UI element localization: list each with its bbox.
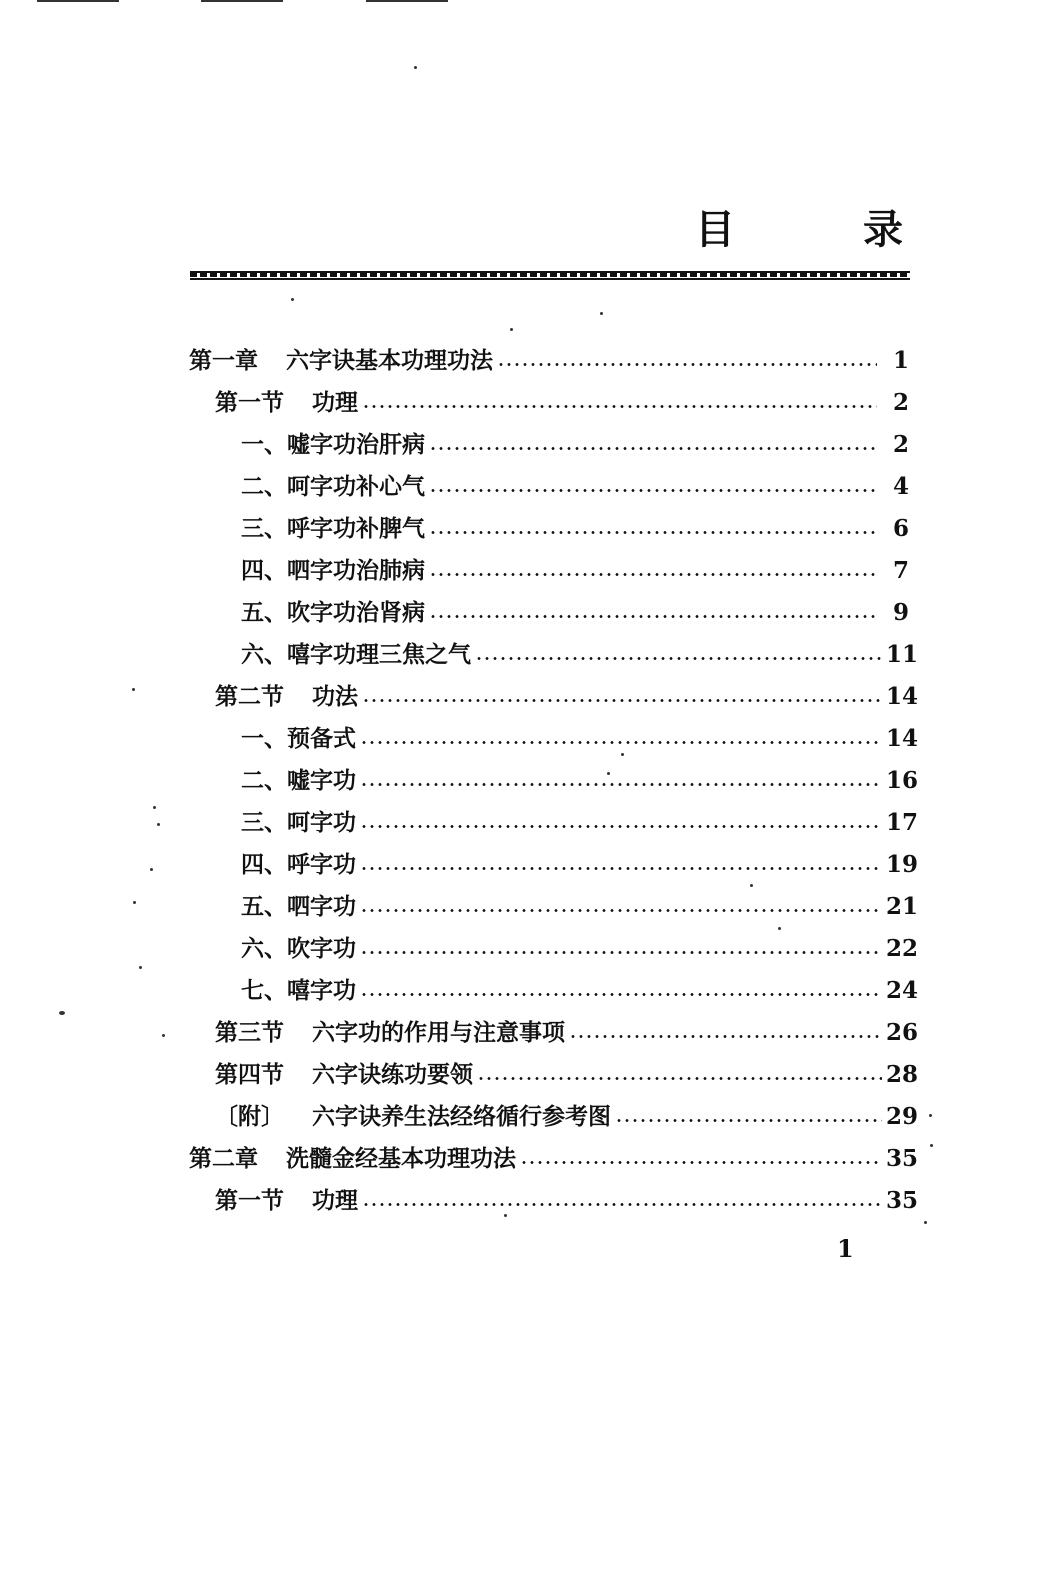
scan-speck — [750, 884, 753, 887]
scan-speck — [600, 312, 603, 315]
entry-label — [241, 853, 356, 876]
scan-speck — [291, 298, 294, 301]
toc-entry — [189, 338, 909, 372]
entry-label — [241, 475, 425, 498]
scan-speck — [150, 868, 153, 871]
toc-entry — [241, 716, 918, 750]
dot-leader — [475, 657, 882, 660]
scan-speck — [132, 688, 135, 691]
scan-speck — [930, 1144, 933, 1147]
page-number: 35 — [885, 1145, 918, 1172]
entry-prefix: 第一章 — [189, 347, 258, 374]
entry-label — [215, 391, 358, 414]
toc-entry — [215, 1178, 918, 1212]
page-number: 6 — [892, 515, 909, 542]
entry-label — [241, 979, 356, 1002]
dot-leader — [360, 867, 882, 870]
scan-speck — [133, 901, 136, 904]
scan-speck — [139, 966, 142, 969]
page-number: 9 — [892, 599, 909, 626]
page-number: 19 — [885, 851, 918, 878]
toc-entry — [241, 800, 918, 834]
dot-leader — [360, 825, 882, 828]
dot-leader — [362, 699, 882, 702]
toc-entry — [241, 464, 909, 498]
scan-speck — [157, 823, 160, 826]
page-number: 4 — [892, 473, 909, 500]
dot-leader — [360, 783, 882, 786]
dot-leader — [497, 363, 877, 366]
page-number: 14 — [885, 683, 918, 710]
scan-speck — [621, 753, 624, 756]
toc-entry — [215, 380, 909, 414]
entry-label — [241, 769, 356, 792]
toc-entry — [215, 1094, 918, 1128]
entry-title: 二、嘘字功 — [241, 767, 356, 794]
toc-entry — [241, 590, 909, 624]
entry-label — [241, 643, 471, 666]
entry-title: 五、呬字功 — [241, 893, 356, 920]
dot-leader — [360, 993, 882, 996]
page-number: 7 — [892, 557, 909, 584]
dot-leader — [360, 909, 882, 912]
entry-title: 二、呵字功补心气 — [241, 473, 425, 500]
entry-title: 功理 — [312, 389, 358, 416]
dot-leader — [362, 1203, 882, 1206]
toc-entry — [241, 758, 918, 792]
entry-prefix: 第二章 — [189, 1145, 258, 1172]
entry-label — [215, 1105, 611, 1128]
dot-leader — [429, 447, 877, 450]
page-title: 目 录 — [695, 206, 947, 253]
scan-speck — [414, 66, 417, 69]
toc-entry — [215, 674, 918, 708]
entry-title: 功法 — [312, 683, 358, 710]
entry-title: 四、呼字功 — [241, 851, 356, 878]
entry-prefix: 第一节 — [215, 389, 284, 416]
toc-entry — [241, 506, 909, 540]
page-number: 17 — [885, 809, 918, 836]
page-number: 24 — [885, 977, 918, 1004]
dot-leader — [362, 405, 877, 408]
toc-entry — [241, 842, 918, 876]
entry-title: 四、呬字功治肺病 — [241, 557, 425, 584]
dot-leader — [477, 1077, 882, 1080]
entry-title: 六字诀练功要领 — [312, 1061, 473, 1088]
entry-title: 七、嘻字功 — [241, 977, 356, 1004]
entry-label — [215, 1189, 358, 1212]
scan-speck — [607, 772, 610, 775]
page-number: 35 — [885, 1187, 918, 1214]
entry-title: 六、吹字功 — [241, 935, 356, 962]
entry-label — [189, 1147, 516, 1170]
toc-entry — [241, 884, 918, 918]
entry-prefix: 第三节 — [215, 1019, 284, 1046]
dot-leader — [520, 1161, 882, 1164]
entry-title: 三、呼字功补脾气 — [241, 515, 425, 542]
entry-prefix: 〔附〕 — [215, 1103, 284, 1130]
dot-leader — [429, 615, 877, 618]
scan-speck — [924, 1221, 927, 1224]
entry-label — [241, 811, 356, 834]
page-number: 1 — [892, 347, 909, 374]
entry-title: 六字诀养生法经络循行参考图 — [312, 1103, 611, 1130]
entry-label — [241, 433, 425, 456]
page-number: 26 — [885, 1019, 918, 1046]
page-number: 28 — [885, 1061, 918, 1088]
toc-entry — [215, 1052, 918, 1086]
toc-entry — [241, 968, 918, 1002]
entry-label — [215, 685, 358, 708]
entry-label — [241, 727, 356, 750]
entry-label — [241, 895, 356, 918]
scan-speck — [778, 927, 781, 930]
scan-speck — [59, 1011, 65, 1015]
page-number: 2 — [892, 389, 909, 416]
entry-label — [241, 517, 425, 540]
page-number: 16 — [885, 767, 918, 794]
scan-speck — [162, 1034, 165, 1037]
toc-entry — [215, 1010, 918, 1044]
dot-leader — [429, 489, 877, 492]
dot-leader — [360, 741, 882, 744]
entry-prefix: 第一节 — [215, 1187, 284, 1214]
dot-leader — [360, 951, 882, 954]
entry-label — [189, 349, 493, 372]
entry-title: 一、嘘字功治肝病 — [241, 431, 425, 458]
toc-entry — [241, 926, 918, 960]
entry-title: 六字诀基本功理功法 — [286, 347, 493, 374]
entry-label — [215, 1021, 565, 1044]
page-number: 14 — [885, 725, 918, 752]
scan-speck — [929, 1114, 932, 1117]
entry-title: 功理 — [312, 1187, 358, 1214]
entry-label — [241, 601, 425, 624]
dot-leader — [429, 573, 877, 576]
page-number-footer: 1 — [837, 1234, 854, 1263]
page-number: 22 — [885, 935, 918, 962]
dot-leader — [615, 1119, 882, 1122]
dot-leader — [569, 1035, 882, 1038]
entry-prefix: 第二节 — [215, 683, 284, 710]
dot-leader — [429, 531, 877, 534]
toc-entry — [189, 1136, 918, 1170]
entry-prefix: 第四节 — [215, 1061, 284, 1088]
entry-title: 五、吹字功治肾病 — [241, 599, 425, 626]
entry-title: 洗髓金经基本功理功法 — [286, 1145, 516, 1172]
page-number: 21 — [885, 893, 918, 920]
entry-label — [215, 1063, 473, 1086]
scan-speck — [510, 328, 513, 331]
entry-title: 六字功的作用与注意事项 — [312, 1019, 565, 1046]
toc-entry — [241, 632, 918, 666]
page-number: 29 — [885, 1103, 918, 1130]
toc-entry — [241, 548, 909, 582]
scan-speck — [504, 1214, 507, 1217]
entry-label — [241, 937, 356, 960]
entry-title: 六、嘻字功理三焦之气 — [241, 641, 471, 668]
page-number: 11 — [885, 641, 918, 668]
entry-label — [241, 559, 425, 582]
toc-entry — [241, 422, 909, 456]
scan-speck — [153, 806, 156, 809]
entry-title: 三、呵字功 — [241, 809, 356, 836]
entry-title: 一、预备式 — [241, 725, 356, 752]
page-number: 2 — [892, 431, 909, 458]
